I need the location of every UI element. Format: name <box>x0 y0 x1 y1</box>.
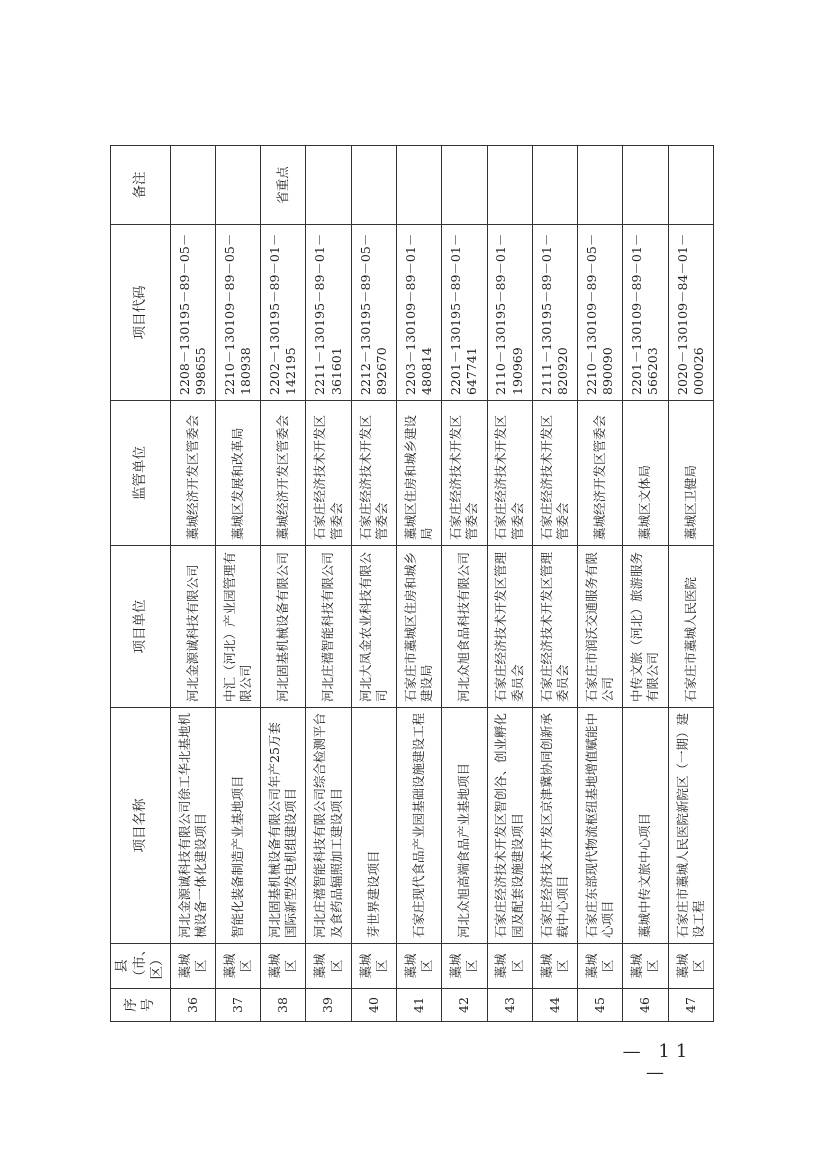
cell-supervisor: 石家庄经济技术开发区管委会 <box>442 401 487 546</box>
cell-unit: 河北固基机械设备有限公司 <box>261 546 306 708</box>
cell-note <box>578 146 623 225</box>
cell-unit: 石家庄市润沃交通服务有限公司 <box>578 546 623 708</box>
cell-county: 藁城区 <box>261 944 306 989</box>
cell-name: 石家庄东部现代物流枢纽基地增值赋能中心项目 <box>578 708 623 944</box>
cell-name: 石家庄经济技术开发区京津冀协同创新承载中心项目 <box>532 708 577 944</box>
table-row <box>578 146 623 1022</box>
cell-name: 石家庄经济技术开发区智创谷、创业孵化园及配套设施建设项目 <box>487 708 532 944</box>
cell-supervisor: 石家庄经济技术开发区管委会 <box>532 401 577 546</box>
cell-code: 2201－130109－89－01－566203 <box>623 225 668 401</box>
cell-no: 42 <box>442 989 487 1022</box>
cell-code: 2020－130109－84－01－000026 <box>668 225 713 401</box>
header-code: 项目代码 <box>111 225 171 401</box>
cell-note <box>623 146 668 225</box>
cell-note <box>396 146 441 225</box>
cell-name: 石家庄市藁城人民医院新院区（一期）建设工程 <box>668 708 713 944</box>
header-supervisor: 监管单位 <box>111 401 171 546</box>
cell-supervisor: 藁城经济开发区管委会 <box>578 401 623 546</box>
cell-name: 芽世界建设项目 <box>351 708 396 944</box>
cell-unit: 河北庄禧智能科技有限公司 <box>306 546 351 708</box>
cell-note <box>351 146 396 225</box>
cell-county: 藁城区 <box>487 944 532 989</box>
cell-no: 39 <box>306 989 351 1022</box>
table-row <box>261 146 306 1022</box>
cell-unit: 石家庄市藁城区住房和城乡建设局 <box>396 546 441 708</box>
cell-county: 藁城区 <box>442 944 487 989</box>
cell-code: 2211－130195－89－01－361601 <box>306 225 351 401</box>
cell-unit: 河北金源诚科技有限公司 <box>170 546 215 708</box>
cell-note <box>532 146 577 225</box>
cell-no: 38 <box>261 989 306 1022</box>
cell-county: 藁城区 <box>351 944 396 989</box>
rotated-table-wrapper <box>110 146 714 1022</box>
cell-name: 河北金源诚科技有限公司徐工华北基地机械设备一体化建设项目 <box>170 708 215 944</box>
cell-note <box>215 146 260 225</box>
project-table <box>110 145 714 1022</box>
cell-no: 43 <box>487 989 532 1022</box>
header-county: 县（市、区） <box>111 944 171 989</box>
cell-no: 37 <box>215 989 260 1022</box>
cell-unit: 中汇（河北）产业园管理有限公司 <box>215 546 260 708</box>
cell-note <box>442 146 487 225</box>
cell-note <box>306 146 351 225</box>
cell-supervisor: 藁城经济开发区管委会 <box>170 401 215 546</box>
cell-code: 2212－130195－89－05－892670 <box>351 225 396 401</box>
header-name: 项目名称 <box>111 708 171 944</box>
cell-county: 藁城区 <box>532 944 577 989</box>
table-row <box>306 146 351 1022</box>
cell-unit: 石家庄经济技术开发区管理委员会 <box>487 546 532 708</box>
cell-code: 2210－130109－89－05－890090 <box>578 225 623 401</box>
cell-no: 40 <box>351 989 396 1022</box>
cell-no: 46 <box>623 989 668 1022</box>
header-no: 序号 <box>111 989 171 1022</box>
cell-note <box>170 146 215 225</box>
table-header-row <box>111 146 171 1022</box>
cell-code: 2110－130195－89－01－190969 <box>487 225 532 401</box>
cell-unit: 石家庄经济技术开发区管理委员会 <box>532 546 577 708</box>
cell-code: 2111－130195－89－01－820920 <box>532 225 577 401</box>
cell-note: 省重点 <box>261 146 306 225</box>
cell-code: 2208－130195－89－05－998655 <box>170 225 215 401</box>
table-row <box>623 146 668 1022</box>
cell-unit: 中传文旅（河北）旅游服务有限公司 <box>623 546 668 708</box>
table-row <box>396 146 441 1022</box>
header-note: 备注 <box>111 146 171 225</box>
cell-county: 藁城区 <box>170 944 215 989</box>
table-row <box>215 146 260 1022</box>
cell-unit: 石家庄市藁城人民医院 <box>668 546 713 708</box>
cell-county: 藁城区 <box>215 944 260 989</box>
cell-name: 河北庄禧智能科技有限公司综合检测平台及食药品辐照加工建设项目 <box>306 708 351 944</box>
cell-no: 47 <box>668 989 713 1022</box>
cell-code: 2210－130109－89－05－180938 <box>215 225 260 401</box>
cell-county: 藁城区 <box>668 944 713 989</box>
cell-no: 44 <box>532 989 577 1022</box>
cell-note <box>668 146 713 225</box>
table-row <box>532 146 577 1022</box>
cell-supervisor: 石家庄经济技术开发区管委会 <box>351 401 396 546</box>
table-row <box>170 146 215 1022</box>
table-row <box>487 146 532 1022</box>
cell-no: 41 <box>396 989 441 1022</box>
cell-unit: 河北大凤金农业科技有限公司 <box>351 546 396 708</box>
table-row <box>668 146 713 1022</box>
cell-county: 藁城区 <box>306 944 351 989</box>
cell-name: 河北固基机械设备有限公司年产25万套国际新型发电机组建设项目 <box>261 708 306 944</box>
cell-supervisor: 石家庄经济技术开发区管委会 <box>306 401 351 546</box>
cell-supervisor: 藁城区文体局 <box>623 401 668 546</box>
cell-unit: 河北众旭食品科技有限公司 <box>442 546 487 708</box>
cell-code: 2201－130195－89－01－647741 <box>442 225 487 401</box>
cell-supervisor: 石家庄经济技术开发区管委会 <box>487 401 532 546</box>
cell-code: 2202－130195－89－01－142195 <box>261 225 306 401</box>
table-row <box>351 146 396 1022</box>
cell-supervisor: 藁城区发展和改革局 <box>215 401 260 546</box>
cell-county: 藁城区 <box>396 944 441 989</box>
cell-code: 2203－130109－89－01－480814 <box>396 225 441 401</box>
page-number: — 11 — <box>622 1041 694 1083</box>
cell-supervisor: 藁城区住房和城乡建设局 <box>396 401 441 546</box>
cell-name: 石家庄现代食品产业园基础设施建设工程 <box>396 708 441 944</box>
cell-supervisor: 藁城经济开发区管委会 <box>261 401 306 546</box>
cell-no: 45 <box>578 989 623 1022</box>
cell-name: 智能化装备制造产业基地项目 <box>215 708 260 944</box>
header-unit: 项目单位 <box>111 546 171 708</box>
cell-no: 36 <box>170 989 215 1022</box>
cell-note <box>487 146 532 225</box>
table-row <box>442 146 487 1022</box>
cell-name: 藁城中传文旅中心项目 <box>623 708 668 944</box>
cell-county: 藁城区 <box>623 944 668 989</box>
cell-county: 藁城区 <box>578 944 623 989</box>
cell-supervisor: 藁城区卫健局 <box>668 401 713 546</box>
cell-name: 河北众旭高端食品产业基地项目 <box>442 708 487 944</box>
page-number-value: 11 <box>658 1041 694 1062</box>
